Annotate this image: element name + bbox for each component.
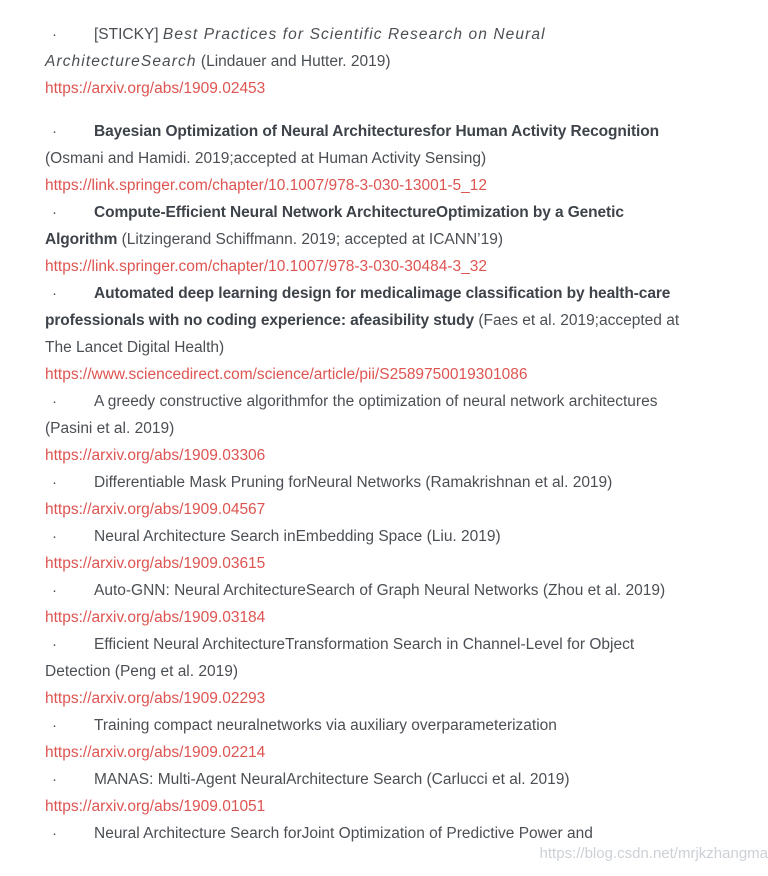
paper-citation: (Peng et al. 2019) bbox=[110, 663, 239, 680]
paper-link[interactable]: https://arxiv.org/abs/1909.03615 bbox=[45, 555, 266, 572]
bullet-marker: · bbox=[52, 825, 57, 842]
paper-link-line bbox=[45, 793, 698, 820]
reference-text-line bbox=[45, 118, 698, 172]
paper-link-line bbox=[45, 172, 698, 199]
paper-citation: (Liu. 2019) bbox=[422, 528, 501, 545]
article-content bbox=[45, 21, 698, 847]
paper-link-line bbox=[45, 253, 698, 280]
reference-entry bbox=[45, 577, 698, 631]
paper-link-line bbox=[45, 75, 698, 102]
reference-entry bbox=[45, 199, 698, 280]
paper-link-line bbox=[45, 685, 698, 712]
reference-text-line bbox=[45, 577, 698, 604]
paper-title: Efficient Neural ArchitectureTransformation Search in Channel-Level for Object Detection bbox=[45, 636, 635, 680]
paper-citation: (Osmani and Hamidi. 2019;accepted at Human Activity Sensing) bbox=[45, 150, 487, 167]
bullet-marker: · bbox=[52, 393, 57, 410]
paper-citation: (Ramakrishnan et al. 2019) bbox=[421, 474, 613, 491]
paper-link[interactable]: https://arxiv.org/abs/1909.03306 bbox=[45, 447, 266, 464]
paper-citation: (Lindauer and Hutter. 2019) bbox=[196, 53, 391, 70]
reference-text-line bbox=[45, 21, 698, 75]
reference-entry bbox=[45, 388, 698, 469]
paper-link[interactable]: https://arxiv.org/abs/1909.03184 bbox=[45, 609, 266, 626]
paper-title: Auto-GNN: Neural ArchitectureSearch of Graph Neural Networks bbox=[94, 582, 539, 599]
paper-citation: (Carlucci et al. 2019) bbox=[422, 771, 570, 788]
reference-text-line bbox=[45, 820, 698, 847]
paper-link[interactable]: https://arxiv.org/abs/1909.02453 bbox=[45, 80, 266, 97]
bullet-marker: · bbox=[52, 26, 57, 43]
bullet-marker: · bbox=[52, 204, 57, 221]
paper-title: Differentiable Mask Pruning forNeural Networks bbox=[94, 474, 422, 491]
bullet-marker: · bbox=[52, 123, 57, 140]
reference-text-line bbox=[45, 469, 698, 496]
paper-title: Neural Architecture Search forJoint Optimization of Predictive Power and bbox=[94, 825, 593, 842]
paper-citation: (Zhou et al. 2019) bbox=[538, 582, 666, 599]
reference-entry bbox=[45, 631, 698, 712]
reference-text-line bbox=[45, 631, 698, 685]
bullet-marker: · bbox=[52, 717, 57, 734]
paper-link[interactable]: https://www.sciencedirect.com/science/article/pii/S2589750019301086 bbox=[45, 366, 528, 383]
paper-citation: (Faes et al. 2019;accepted at The Lancet Digital Health) bbox=[45, 312, 680, 356]
paper-title: A greedy constructive algorithmfor the optimization of neural network architectures bbox=[94, 393, 658, 410]
bullet-marker: · bbox=[52, 528, 57, 545]
paper-link[interactable]: https://arxiv.org/abs/1909.02214 bbox=[45, 744, 266, 761]
paper-citation: (Pasini et al. 2019) bbox=[45, 420, 175, 437]
paper-title: Automated deep learning design for medicalimage classification by health-care professionals with no coding experience: afeasibility study bbox=[45, 285, 671, 329]
bullet-marker: · bbox=[52, 636, 57, 653]
reference-entry bbox=[45, 820, 698, 847]
paper-link[interactable]: https://arxiv.org/abs/1909.04567 bbox=[45, 501, 266, 518]
paper-title: Neural Architecture Search inEmbedding Space bbox=[94, 528, 423, 545]
reference-text-line bbox=[45, 199, 698, 253]
reference-text-line bbox=[45, 523, 698, 550]
paper-link[interactable]: https://link.springer.com/chapter/10.1007/978-3-030-13001-5_12 bbox=[45, 177, 488, 194]
paper-citation: (Litzingerand Schiffmann. 2019; accepted at ICANN’19) bbox=[117, 231, 504, 248]
csdn-watermark: https://blog.csdn.net/mrjkzhangma bbox=[539, 845, 768, 862]
paper-title: Best Practices for Scientific Research on Neural ArchitectureSearch bbox=[45, 26, 546, 70]
bullet-marker: · bbox=[52, 285, 57, 302]
reference-text-line bbox=[45, 280, 698, 361]
paper-title: Training compact neuralnetworks via auxiliary overparameterization bbox=[94, 717, 557, 734]
reference-text-line bbox=[45, 712, 698, 739]
paper-link[interactable]: https://arxiv.org/abs/1909.01051 bbox=[45, 798, 266, 815]
reference-entry bbox=[45, 523, 698, 577]
paper-link[interactable]: https://arxiv.org/abs/1909.02293 bbox=[45, 690, 266, 707]
paper-link-line bbox=[45, 604, 698, 631]
paper-link-line bbox=[45, 739, 698, 766]
bullet-marker: · bbox=[52, 771, 57, 788]
reference-entry bbox=[45, 118, 698, 199]
paper-link-line bbox=[45, 496, 698, 523]
reference-entry bbox=[45, 766, 698, 820]
paper-link-line bbox=[45, 361, 698, 388]
reference-entry bbox=[45, 280, 698, 388]
reference-entry bbox=[45, 21, 698, 102]
reference-text-line bbox=[45, 766, 698, 793]
bullet-marker: · bbox=[52, 474, 57, 491]
reference-text-line bbox=[45, 388, 698, 442]
reference-entry bbox=[45, 469, 698, 523]
paper-title: Compute-Efficient Neural Network ArchitectureOptimization by a Genetic Algorithm bbox=[45, 204, 624, 248]
paper-link-line bbox=[45, 550, 698, 577]
paper-link[interactable]: https://link.springer.com/chapter/10.1007/978-3-030-30484-3_32 bbox=[45, 258, 488, 275]
paper-title: MANAS: Multi-Agent NeuralArchitecture Search bbox=[94, 771, 423, 788]
reference-entry bbox=[45, 712, 698, 766]
paper-title: Bayesian Optimization of Neural Architecturesfor Human Activity Recognition bbox=[94, 123, 659, 140]
paper-title-prefix: [STICKY] bbox=[94, 26, 163, 43]
paper-link-line bbox=[45, 442, 698, 469]
bullet-marker: · bbox=[52, 582, 57, 599]
